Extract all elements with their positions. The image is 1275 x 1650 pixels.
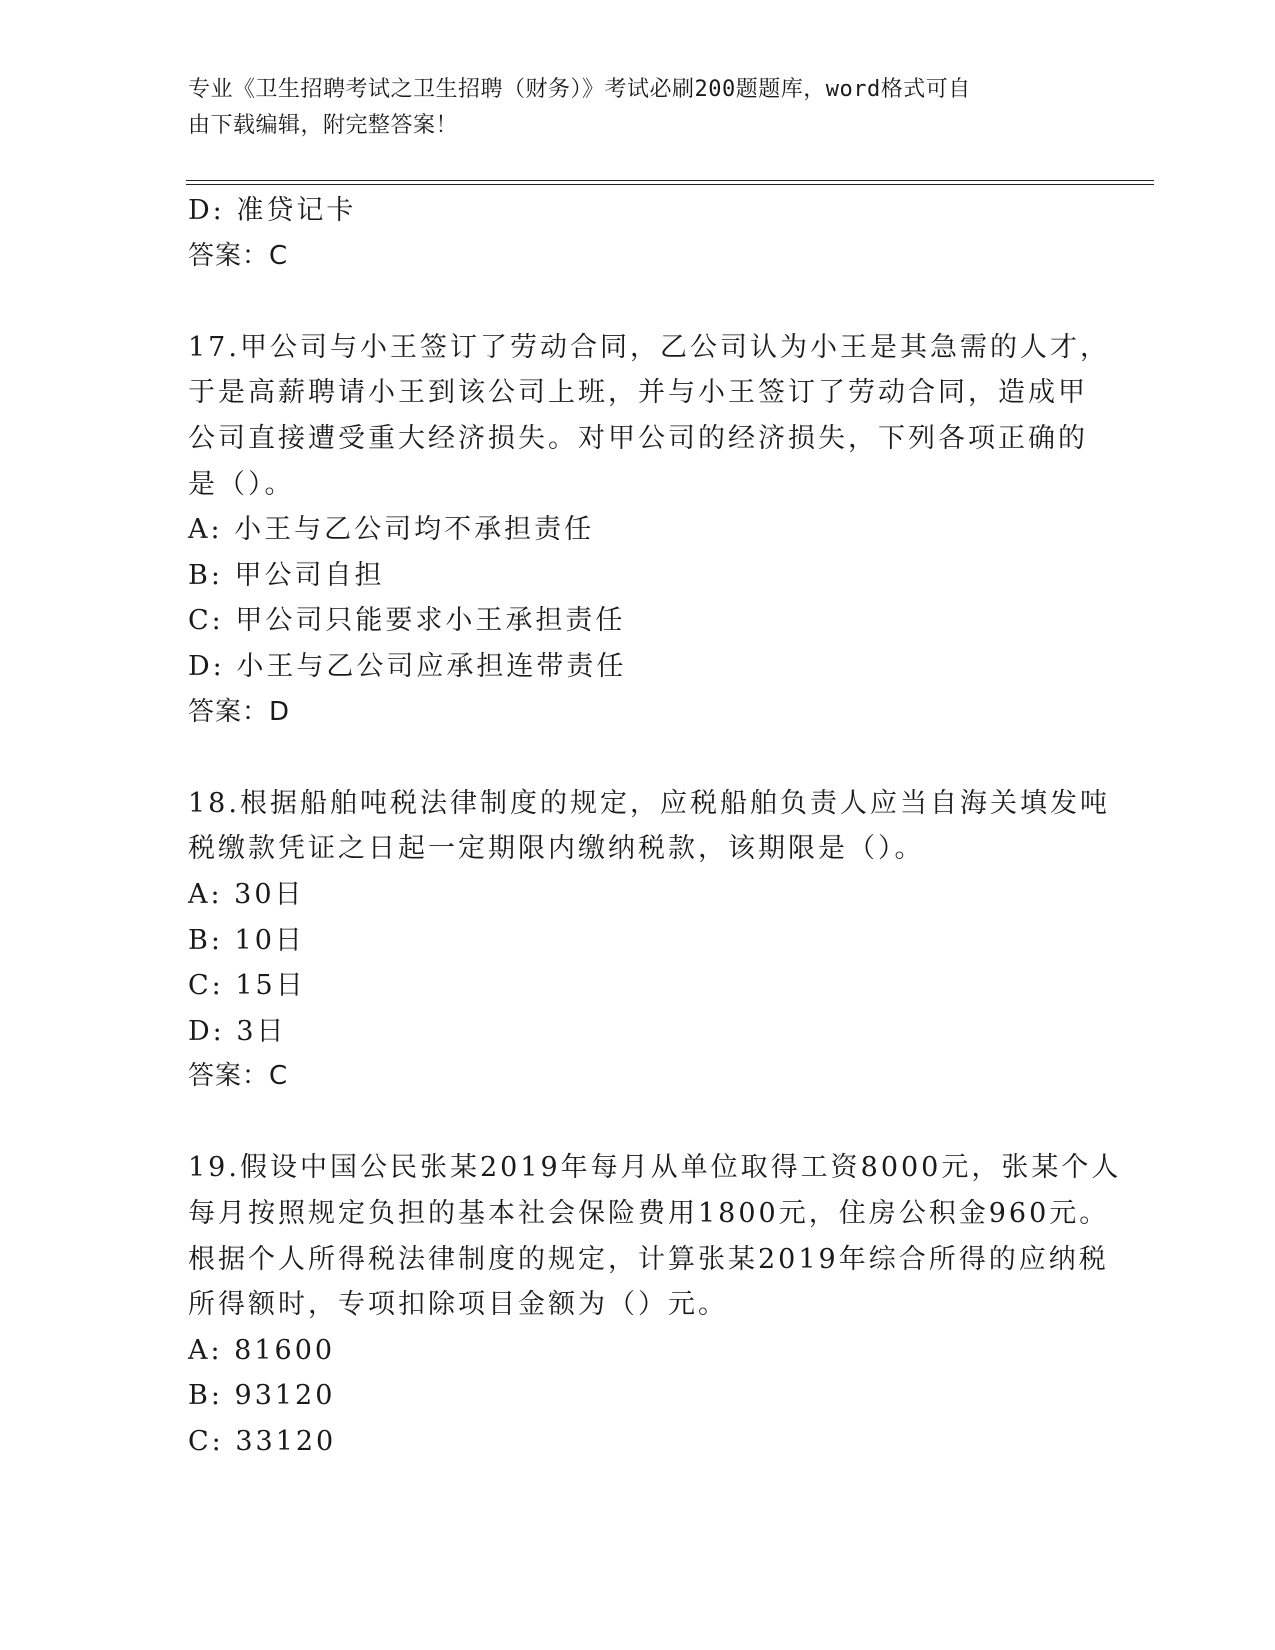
answer-line: 答案：D <box>188 696 291 727</box>
option-c: C: 甲公司只能要求小王承担责任 <box>188 605 626 637</box>
answer-line: 答案：C <box>188 240 289 271</box>
option-a: A: 小王与乙公司均不承担责任 <box>188 514 595 546</box>
option-a: A: 30日 <box>188 878 305 910</box>
header-line-2: 由下载编辑，附完整答案！ <box>188 113 459 138</box>
option-d: D: 3日 <box>188 1015 287 1047</box>
question-stem-line: 税缴款凭证之日起一定期限内缴纳税款，该期限是（）。 <box>188 833 925 865</box>
question-stem-line: 是（）。 <box>188 468 295 500</box>
previous-question-tail <box>188 188 1088 279</box>
spacer <box>188 279 1088 325</box>
question-stem-line: 19.假设中国公民张某2019年每月从单位取得工资8000元，张某个人 <box>188 1152 1122 1184</box>
answer-line: 答案：C <box>188 1061 289 1092</box>
option-c: C: 15日 <box>188 970 306 1002</box>
question-stem-line: 根据个人所得税法律制度的规定，计算张某2019年综合所得的应纳税 <box>188 1243 1109 1275</box>
question-17 <box>188 325 1110 735</box>
document-header <box>188 72 1068 144</box>
question-stem-line: 18.根据船舶吨税法律制度的规定，应税船舶负责人应当自海关填发吨 <box>188 787 1110 819</box>
spacer <box>188 1100 1088 1146</box>
question-19 <box>188 1145 1122 1464</box>
option-d: D: 准贷记卡 <box>188 195 357 226</box>
option-a: A: 81600 <box>188 1334 336 1366</box>
header-line-1: 专业《卫生招聘考试之卫生招聘（财务）》考试必刷200题题库，word格式可自 <box>188 77 971 102</box>
document-body <box>188 188 1122 1465</box>
question-stem-line: 于是高薪聘请小王到该公司上班，并与小王签订了劳动合同，造成甲 <box>188 377 1088 409</box>
option-b: B: 93120 <box>188 1380 336 1412</box>
question-stem-line: 17.甲公司与小王签订了劳动合同，乙公司认为小王是其急需的人才， <box>188 331 1110 363</box>
option-b: B: 甲公司自担 <box>188 559 385 591</box>
question-stem-line: 所得额时，专项扣除项目金额为（）元。 <box>188 1289 728 1321</box>
question-stem-line: 每月按照规定负担的基本社会保险费用1800元，住房公积金960元。 <box>188 1198 1110 1230</box>
question-18 <box>188 781 1110 1100</box>
option-c: C: 33120 <box>188 1426 337 1458</box>
option-d: D: 小王与乙公司应承担连带责任 <box>188 650 627 682</box>
header-rule-top <box>186 180 1154 181</box>
header-rule-bottom <box>186 184 1154 185</box>
option-b: B: 10日 <box>188 924 305 956</box>
question-stem-line: 公司直接遭受重大经济损失。对甲公司的经济损失，下列各项正确的 <box>188 422 1088 454</box>
spacer <box>188 735 1088 781</box>
